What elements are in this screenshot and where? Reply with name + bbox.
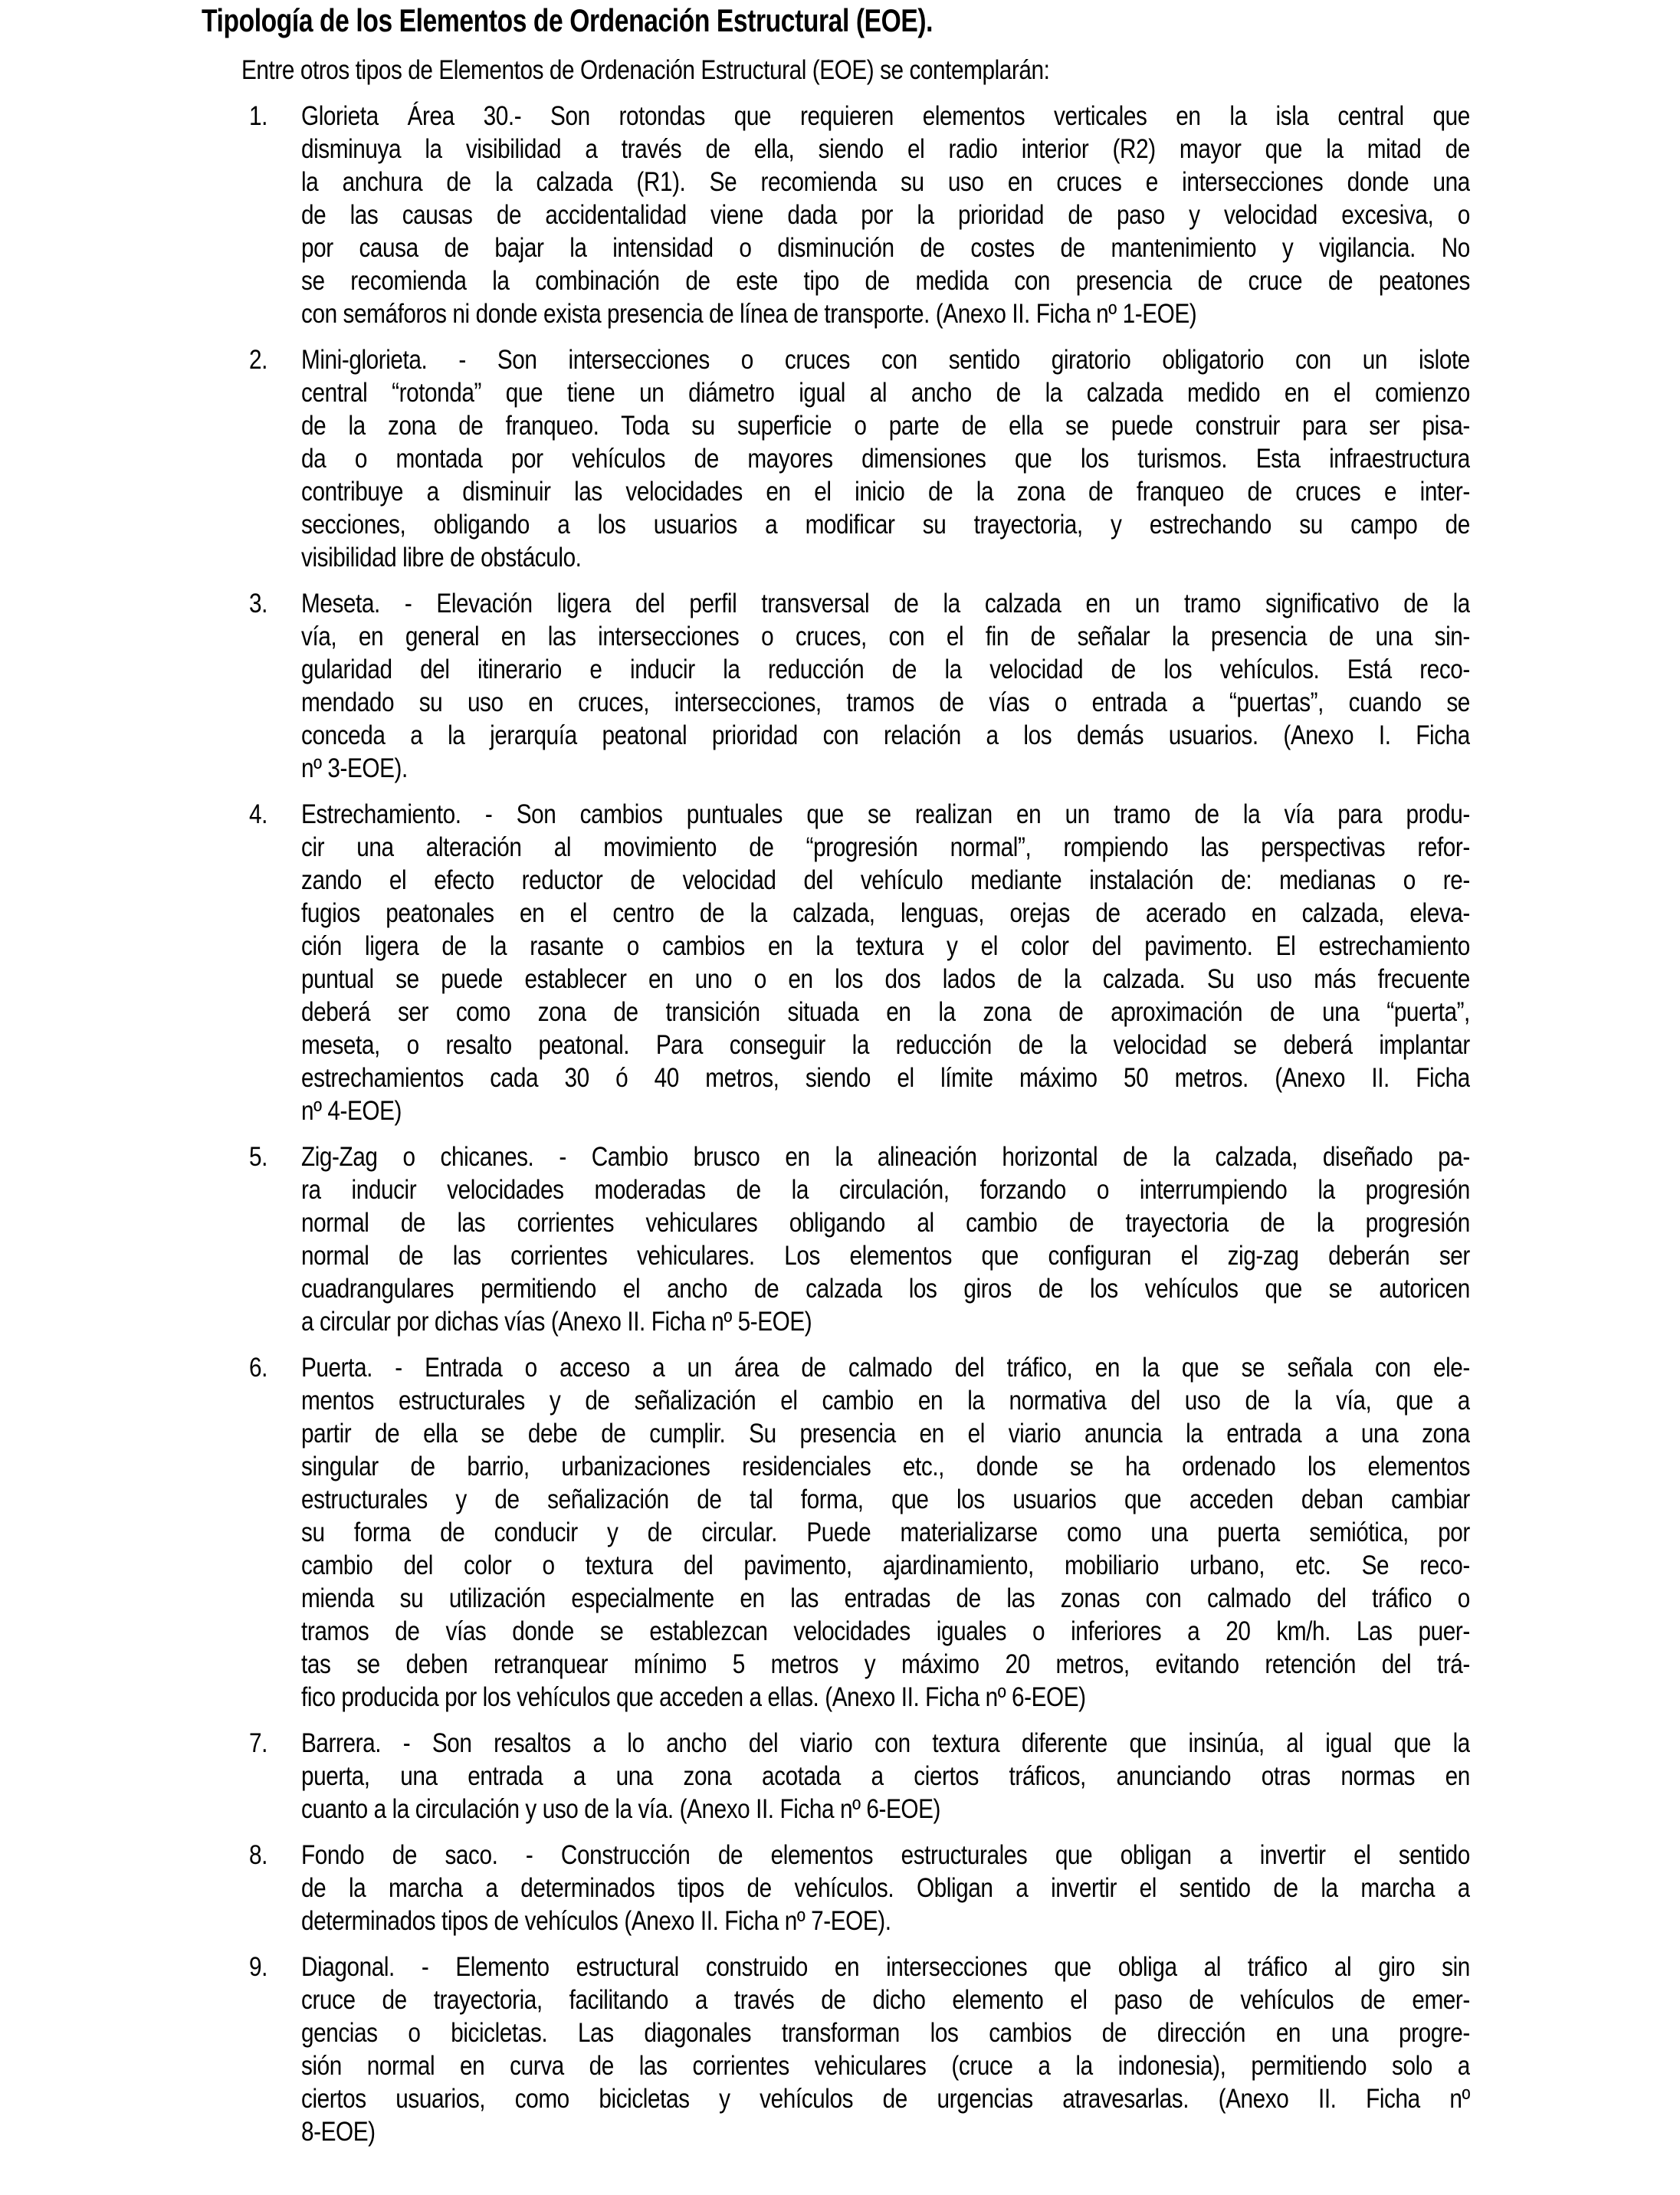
item-text-line: deberá ser como zona de transición situada en la zona de aproximación de una “puerta”, xyxy=(301,997,1470,1027)
item-text-line: Glorieta Área 30.- Son rotondas que requieren elementos verticales en la isla central que xyxy=(301,101,1470,131)
item-text-line: Mini-glorieta. - Son intersecciones o cruces con sentido giratorio obligatorio con un islote xyxy=(301,345,1470,375)
item-text-line: zando el efecto reductor de velocidad del vehículo mediante instalación de: medianas o re- xyxy=(301,865,1470,895)
item-text-line: tramos de vías donde se establezcan velocidades iguales o inferiores a 20 km/h. Las puer- xyxy=(301,1616,1470,1646)
item-number: 6. xyxy=(249,1353,267,1383)
item-paragraph xyxy=(301,100,1470,330)
list-item xyxy=(249,1140,1680,1338)
list-item xyxy=(249,1727,1680,1826)
item-text-line: meseta, o resalto peatonal. Para conseguir la reducción de la velocidad se deberá implantar xyxy=(301,1030,1470,1060)
item-text-line: 8-EOE) xyxy=(301,2117,376,2147)
item-text-line: cambio del color o textura del pavimento, ajardinamiento, mobiliario urbano, etc. Se reco- xyxy=(301,1550,1470,1580)
item-text-line: determinados tipos de vehículos (Anexo II. Ficha nº 7-EOE). xyxy=(301,1906,891,1936)
item-text-line: gencias o bicicletas. Las diagonales transforman los cambios de dirección en una progre- xyxy=(301,2018,1470,2048)
eoe-typology-list xyxy=(0,100,1680,2148)
item-text-line: por causa de bajar la intensidad o disminución de costes de mantenimiento y vigilancia. No xyxy=(301,233,1470,263)
list-item xyxy=(249,587,1680,785)
item-text-line: gularidad del itinerario e inducir la reducción de la velocidad de los vehículos. Está reco- xyxy=(301,655,1470,684)
item-text-line: disminuya la visibilidad a través de ella, siendo el radio interior (R2) mayor que la mitad de xyxy=(301,134,1470,164)
item-paragraph xyxy=(301,1727,1470,1826)
item-text-line: normal de las corrientes vehiculares. Los elementos que configuran el zig-zag deberán ser xyxy=(301,1241,1470,1271)
item-number: 8. xyxy=(249,1840,267,1870)
item-paragraph xyxy=(301,343,1470,574)
item-text-line: mendado su uso en cruces, intersecciones, tramos de vías o entrada a “puertas”, cuando se xyxy=(301,687,1470,717)
item-number: 5. xyxy=(249,1142,267,1172)
item-text-line: cir una alteración al movimiento de “progresión normal”, rompiendo las perspectivas refor- xyxy=(301,832,1470,862)
item-number: 3. xyxy=(249,589,267,618)
item-paragraph xyxy=(301,798,1470,1127)
item-text-line: mienda su utilización especialmente en las entradas de las zonas con calmado del tráfico o xyxy=(301,1583,1470,1613)
list-item xyxy=(249,1951,1680,2148)
item-text-line: se recomienda la combinación de este tipo de medida con presencia de cruce de peatones xyxy=(301,266,1470,296)
item-paragraph xyxy=(301,1351,1470,1714)
item-text-line: ción ligera de la rasante o cambios en la textura y el color del pavimento. El estrechamiento xyxy=(301,931,1470,961)
item-text-line: puntual se puede establecer en uno o en los dos lados de la calzada. Su uso más frecuente xyxy=(301,964,1470,994)
item-text-line: Barrera. - Son resaltos a lo ancho del viario con textura diferente que insinúa, al igual que la xyxy=(301,1728,1470,1758)
item-text-line: Fondo de saco. - Construcción de elementos estructurales que obligan a invertir el sentido xyxy=(301,1840,1470,1870)
item-text-line: conceda a la jerarquía peatonal prioridad con relación a los demás usuarios. (Anexo I. Ficha xyxy=(301,720,1470,750)
item-text-line: de las causas de accidentalidad viene dada por la prioridad de paso y velocidad excesiva, o xyxy=(301,200,1470,230)
item-text-line: Meseta. - Elevación ligera del perfil transversal de la calzada en un tramo significativo de la xyxy=(301,589,1470,618)
item-text-line: fico producida por los vehículos que acceden a ellas. (Anexo II. Ficha nº 6-EOE) xyxy=(301,1682,1086,1712)
item-text-line: ra inducir velocidades moderadas de la circulación, forzando o interrumpiendo la progresión xyxy=(301,1175,1470,1205)
item-number: 9. xyxy=(249,1952,267,1982)
item-text-line: fugios peatonales en el centro de la calzada, lenguas, orejas de acerado en calzada, eleva- xyxy=(301,898,1470,928)
item-text-line: ciertos usuarios, como bicicletas y vehículos de urgencias atravesarlas. (Anexo II. Ficha nº xyxy=(301,2084,1470,2114)
item-text-line: de la zona de franqueo. Toda su superficie o parte de ella se puede construir para ser pisa- xyxy=(301,411,1470,441)
document-title: Tipología de los Elementos de Ordenación Estructural (EOE). xyxy=(202,2,934,38)
item-text-line: cruce de trayectoria, facilitando a través de dicho elemento el paso de vehículos de emer- xyxy=(301,1985,1470,2015)
item-paragraph xyxy=(301,587,1470,785)
item-text-line: estructurales y de señalización de tal forma, que los usuarios que acceden deban cambiar xyxy=(301,1485,1470,1514)
item-number: 7. xyxy=(249,1728,267,1758)
item-text-line: Estrechamiento. - Son cambios puntuales que se realizan en un tramo de la vía para produ- xyxy=(301,799,1470,829)
item-text-line: da o montada por vehículos de mayores dimensiones que los turismos. Esta infraestructura xyxy=(301,444,1470,474)
intro-paragraph: Entre otros tipos de Elementos de Ordenación Estructural (EOE) se contemplarán: xyxy=(241,55,1050,85)
item-text-line: nº 3-EOE). xyxy=(301,753,408,783)
list-item xyxy=(249,798,1680,1127)
list-item xyxy=(249,100,1680,330)
item-number: 4. xyxy=(249,799,267,829)
item-text-line: la anchura de la calzada (R1). Se recomienda su uso en cruces e intersecciones donde una xyxy=(301,167,1470,197)
item-text-line: contribuye a disminuir las velocidades en el inicio de la zona de franqueo de cruces e inter- xyxy=(301,477,1470,507)
item-text-line: su forma de conducir y de circular. Puede materializarse como una puerta semiótica, por xyxy=(301,1517,1470,1547)
item-text-line: Diagonal. - Elemento estructural construido en intersecciones que obliga al tráfico al giro sin xyxy=(301,1952,1470,1982)
item-paragraph xyxy=(301,1839,1470,1937)
item-text-line: cuadrangulares permitiendo el ancho de calzada los giros de los vehículos que se autoricen xyxy=(301,1274,1470,1304)
item-text-line: central “rotonda” que tiene un diámetro igual al ancho de la calzada medido en el comienzo xyxy=(301,378,1470,408)
item-text-line: vía, en general en las intersecciones o cruces, con el fin de señalar la presencia de una sin- xyxy=(301,622,1470,651)
item-text-line: partir de ella se debe de cumplir. Su presencia en el viario anuncia la entrada a una zona xyxy=(301,1419,1470,1449)
item-number: 2. xyxy=(249,345,267,375)
item-text-line: mentos estructurales y de señalización el cambio en la normativa del uso de la vía, que a xyxy=(301,1386,1470,1416)
item-paragraph xyxy=(301,1951,1470,2148)
list-item xyxy=(249,343,1680,574)
item-text-line: tas se deben retranquear mínimo 5 metros y máximo 20 metros, evitando retención del trá- xyxy=(301,1649,1470,1679)
list-item xyxy=(249,1839,1680,1937)
item-text-line: normal de las corrientes vehiculares obligando al cambio de trayectoria de la progresión xyxy=(301,1208,1470,1238)
item-text-line: visibilidad libre de obstáculo. xyxy=(301,543,582,573)
item-paragraph xyxy=(301,1140,1470,1338)
item-text-line: de la marcha a determinados tipos de vehículos. Obligan a invertir el sentido de la marcha a xyxy=(301,1873,1470,1903)
item-text-line: nº 4-EOE) xyxy=(301,1096,402,1126)
item-text-line: con semáforos ni donde exista presencia de línea de transporte. (Anexo II. Ficha nº 1-EOE) xyxy=(301,299,1197,329)
item-text-line: Puerta. - Entrada o acceso a un área de calmado del tráfico, en la que se señala con ele- xyxy=(301,1353,1470,1383)
item-text-line: secciones, obligando a los usuarios a modificar su trayectoria, y estrechando su campo de xyxy=(301,510,1470,540)
item-number: 1. xyxy=(249,101,267,131)
list-item xyxy=(249,1351,1680,1714)
item-text-line: a circular por dichas vías (Anexo II. Ficha nº 5-EOE) xyxy=(301,1307,812,1337)
item-text-line: Zig-Zag o chicanes. - Cambio brusco en la alineación horizontal de la calzada, diseñado pa- xyxy=(301,1142,1470,1172)
item-text-line: cuanto a la circulación y uso de la vía. (Anexo II. Ficha nº 6-EOE) xyxy=(301,1794,940,1824)
item-text-line: puerta, una entrada a una zona acotada a ciertos tráficos, anunciando otras normas en xyxy=(301,1761,1470,1791)
item-text-line: singular de barrio, urbanizaciones residenciales etc., donde se ha ordenado los elementos xyxy=(301,1452,1470,1481)
item-text-line: estrechamientos cada 30 ó 40 metros, siendo el límite máximo 50 metros. (Anexo II. Ficha xyxy=(301,1063,1470,1093)
item-text-line: sión normal en curva de las corrientes vehiculares (cruce a la indonesia), permitiendo solo a xyxy=(301,2051,1470,2081)
